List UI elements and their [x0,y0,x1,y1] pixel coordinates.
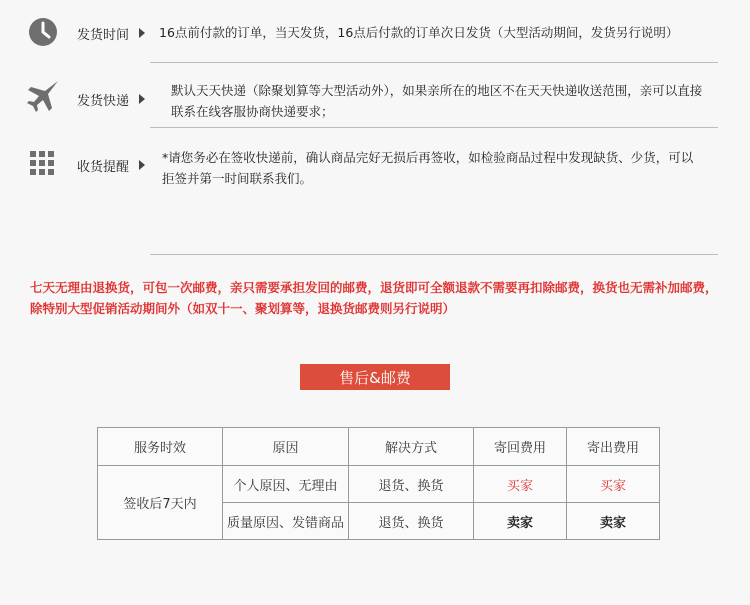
info-text [171,80,731,122]
divider [150,62,718,63]
airplane-icon [25,78,61,118]
table-cell-return-fee: 买家 [474,466,567,503]
return-policy-notice [30,277,730,319]
table-header-cell: 寄出费用 [567,428,660,466]
info-text: 16点前付款的订单，当天发货，16点后付款的订单次日发货（大型活动期间，发货另行说明） [159,25,679,40]
info-text-line: 拒签并第一时间联系我们。 [162,171,313,186]
table-cell-reason: 质量原因、发错商品 [223,503,349,540]
clock-icon [28,17,58,51]
table-cell-period: 签收后7天内 [98,466,223,540]
grid-icon [30,151,54,179]
table-cell-return-fee: 卖家 [474,503,567,540]
table-cell-solution: 退货、换货 [349,503,474,540]
table-cell-send-fee: 买家 [567,466,660,503]
table-cell-solution: 退货、换货 [349,466,474,503]
table-row [98,466,660,503]
arrow-right-icon [139,28,145,38]
info-text-line: 联系在线客服协商快递要求； [171,104,334,119]
info-label: 发货快递 [77,94,130,109]
fee-table [97,427,660,540]
table-header-cell: 服务时效 [98,428,223,466]
arrow-right-icon [139,94,145,104]
info-text-line: 默认天天快递（除聚划算等大型活动外），如果亲所在的地区不在天天快递收送范围，亲可以直接 [171,83,703,98]
table-header-cell: 解决方式 [349,428,474,466]
section-title-badge: 售后&邮费 [300,364,450,390]
table-header-cell: 原因 [223,428,349,466]
table-cell-send-fee: 卖家 [567,503,660,540]
info-label: 收货提醒 [77,160,130,175]
info-label: 发货时间 [77,28,130,43]
info-text [162,147,732,189]
table-header-row [98,428,660,466]
table-header-cell: 寄回费用 [474,428,567,466]
divider [150,254,718,255]
table-cell-reason: 个人原因、无理由 [223,466,349,503]
info-text-line: *请您务必在签收快递前，确认商品完好无损后再签收，如检验商品过程中发现缺货、少货，可以 [162,150,694,165]
divider [150,127,718,128]
notice-line: 除特别大型促销活动期间外（如双十一、聚划算等，退换货邮费则另行说明） [30,301,456,316]
arrow-right-icon [139,160,145,170]
notice-line: 七天无理由退换货，可包一次邮费，亲只需要承担发回的邮费，退货即可全额退款不需要再扣除邮费，换货也无需补加邮费， [30,280,718,295]
